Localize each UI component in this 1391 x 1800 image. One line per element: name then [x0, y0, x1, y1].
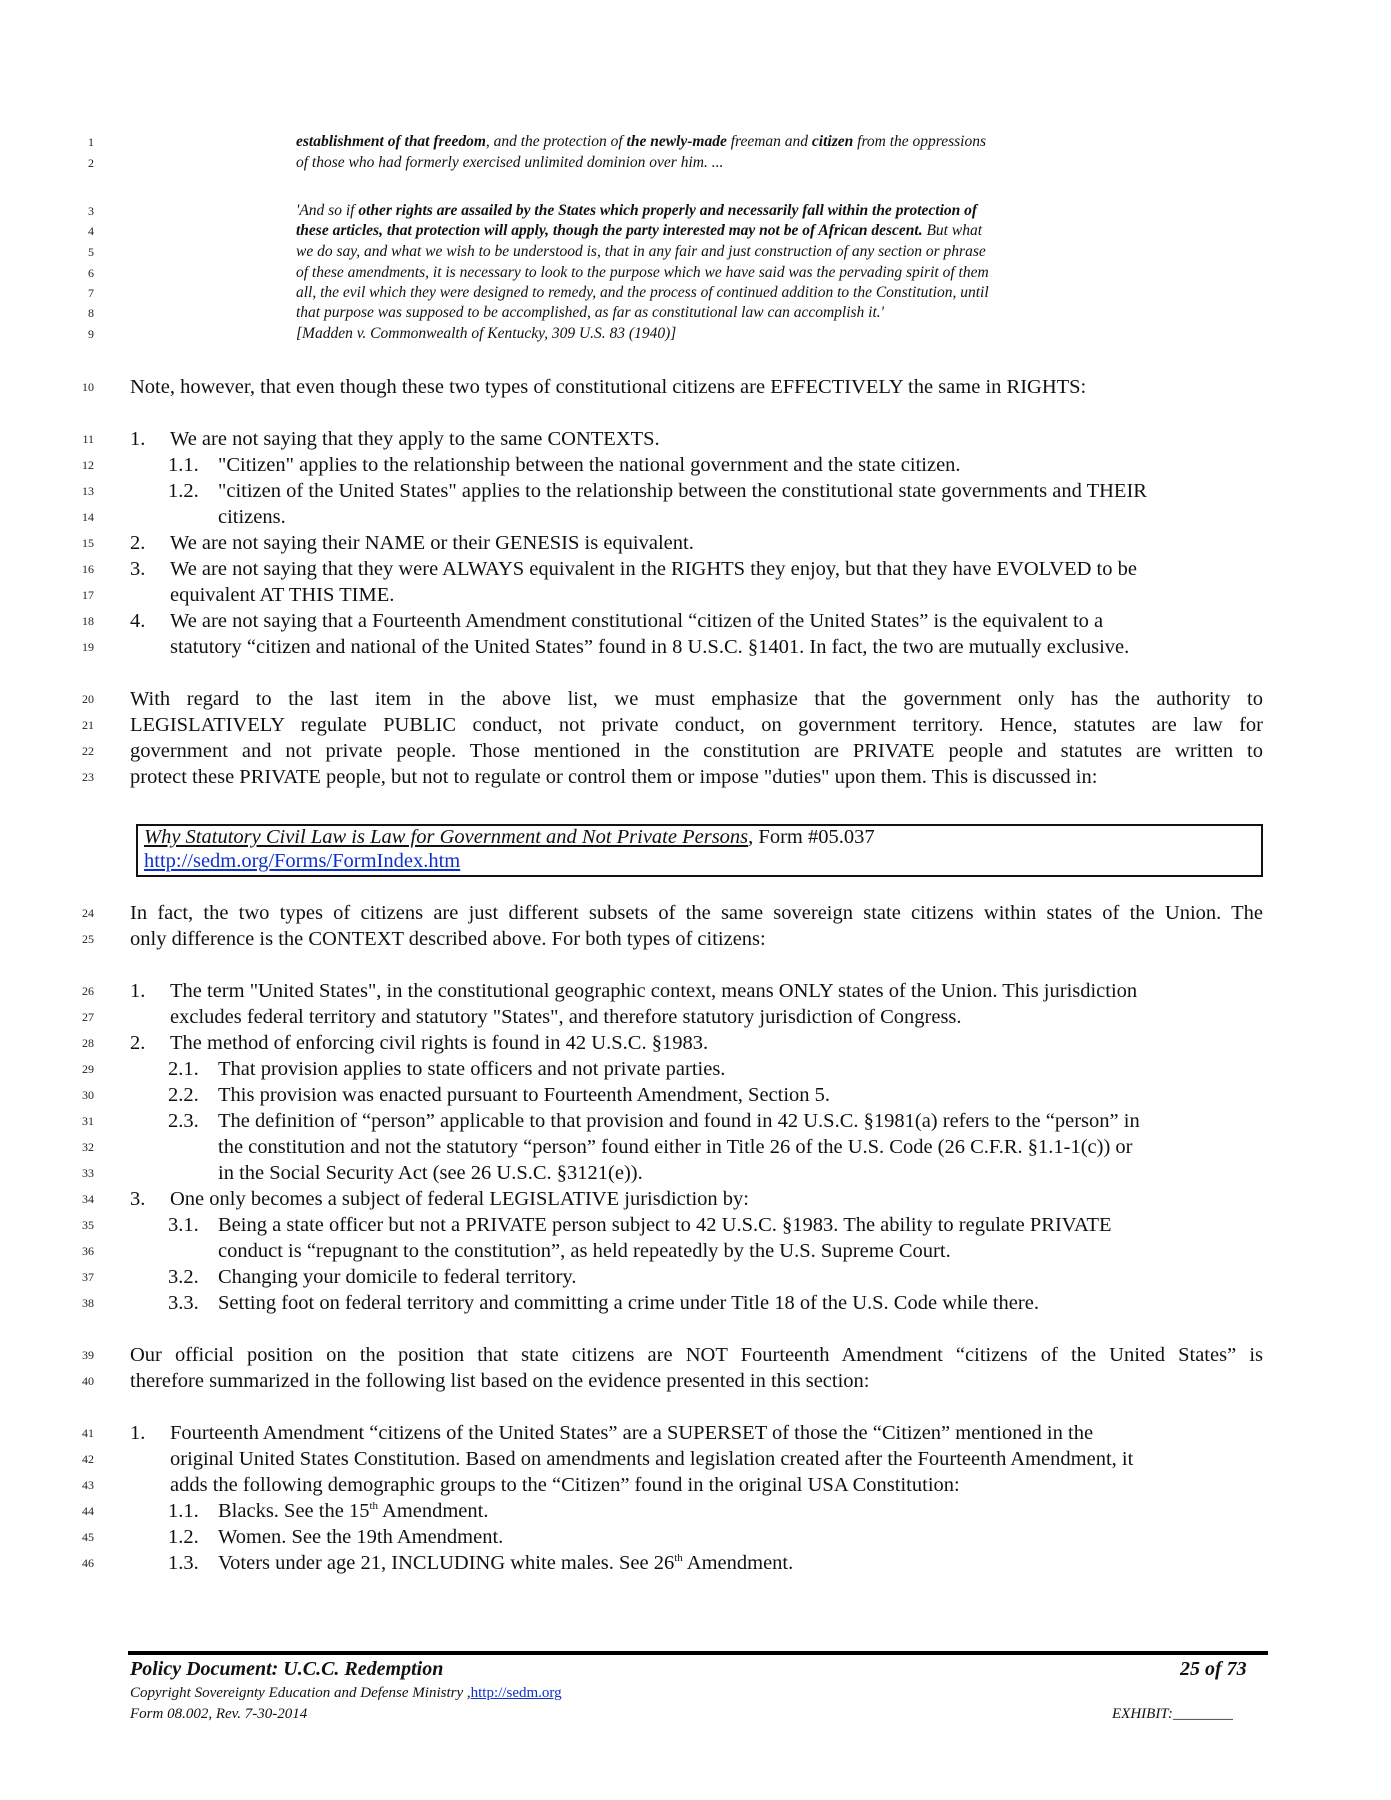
- list-item-text: That provision applies to state officers and not private parties.: [218, 1058, 726, 1080]
- reference-form: , Form #05.037: [748, 826, 875, 848]
- quote-bold: these articles, that protection will apply, though the party interested may not be of African descent.: [296, 222, 923, 239]
- footer-title: Policy Document: U.C.C. Redemption: [130, 1658, 444, 1680]
- line-number: 1: [88, 135, 94, 149]
- line-number: 23: [82, 770, 94, 784]
- list-item-text: We are not saying that a Fourteenth Amendment constitutional “citizen of the United States” is the equivalent to a: [170, 610, 1104, 632]
- superscript: th: [369, 1500, 379, 1513]
- list-number: 3.1.: [168, 1214, 199, 1236]
- list-item-text: "citizen of the United States" applies to the relationship between the constitutional state governments and THEIR: [218, 480, 1147, 502]
- line-number: 39: [82, 1348, 94, 1362]
- quote-bold: other rights are assailed by the States which properly and necessarily fall within the protection of: [358, 202, 978, 219]
- line-number: 14: [82, 510, 94, 524]
- line-number: 6: [88, 266, 94, 280]
- list-item-text: The definition of “person” applicable to that provision and found in 42 U.S.C. §1981(a) refers to the “person” in: [218, 1110, 1140, 1132]
- line-number: 8: [88, 306, 94, 320]
- list-item-text-part: Voters under age 21, INCLUDING white males. See 26: [218, 1552, 675, 1574]
- line-number: 40: [82, 1374, 94, 1388]
- list-item-text: statutory “citizen and national of the United States” found in 8 U.S.C. §1401. In fact, the two are mutually exclusive.: [170, 636, 1130, 658]
- superscript: th: [674, 1552, 683, 1565]
- line-number: 18: [82, 614, 94, 628]
- list-item-text: One only becomes a subject of federal LEGISLATIVE jurisdiction by:: [170, 1188, 749, 1210]
- line-number: 22: [82, 744, 94, 758]
- reference-url-link[interactable]: http://sedm.org/Forms/FormIndex.htm: [144, 850, 461, 872]
- list-item-text: The method of enforcing civil rights is found in 42 U.S.C. §1983.: [170, 1032, 709, 1054]
- list-item-text: original United States Constitution. Based on amendments and legislation created after the Fourteenth Amendment, it: [170, 1448, 1134, 1470]
- quote-text: freeman and: [726, 133, 812, 150]
- line-number: 43: [82, 1478, 94, 1492]
- line-number: 5: [88, 245, 94, 259]
- line-number: 29: [82, 1062, 94, 1076]
- line-number: 16: [82, 562, 94, 576]
- quote-bold: citizen: [811, 133, 854, 150]
- reference-title-line: [144, 826, 875, 849]
- line-number: 33: [82, 1166, 94, 1180]
- footer-copyright-text: Copyright Sovereignty Education and Defense Ministry ,: [130, 1685, 471, 1701]
- quote-line-1: [296, 133, 986, 151]
- list-number: 1.2.: [168, 1526, 199, 1548]
- list-item-text: conduct is “repugnant to the constitution”, as held repeatedly by the U.S. Supreme Court.: [218, 1240, 951, 1262]
- list-item-text: Women. See the 19th Amendment.: [218, 1526, 504, 1548]
- list-item-text: Being a state officer but not a PRIVATE person subject to 42 U.S.C. §1983. The ability to regulate PRIVATE: [218, 1214, 1112, 1236]
- list-number: 1.: [130, 980, 146, 1002]
- paragraph-line: protect these PRIVATE people, but not to regulate or control them or impose "duties" upon them. This is discussed in:: [130, 766, 1098, 788]
- list-item-text: Changing your domicile to federal territory.: [218, 1266, 577, 1288]
- list-item-text: We are not saying that they apply to the same CONTEXTS.: [170, 428, 660, 450]
- line-number: 13: [82, 484, 94, 498]
- line-number: 42: [82, 1452, 94, 1466]
- list-item-text: Fourteenth Amendment “citizens of the United States” are a SUPERSET of those the “Citizen” mentioned in the: [170, 1422, 1094, 1444]
- reference-url-line: [144, 850, 460, 873]
- list-number: 3.2.: [168, 1266, 199, 1288]
- quote-line-4: [296, 222, 982, 240]
- list-number: 2.: [130, 1032, 146, 1054]
- list-number: 1.3.: [168, 1552, 199, 1574]
- paragraph-line: only difference is the CONTEXT described above. For both types of citizens:: [130, 928, 766, 950]
- list-item-text: The term "United States", in the constitutional geographic context, means ONLY states of the Union. This jurisdiction: [170, 980, 1138, 1002]
- line-number: 12: [82, 458, 94, 472]
- quote-text: But what: [922, 222, 983, 239]
- paragraph-line: government and not private people. Those mentioned in the constitution are PRIVATE people and statutes are written to: [130, 740, 1263, 762]
- line-number: 35: [82, 1218, 94, 1232]
- list-number: 4.: [130, 610, 146, 632]
- list-item-text: We are not saying their NAME or their GENESIS is equivalent.: [170, 532, 694, 554]
- footer-url-link[interactable]: http://sedm.org: [470, 1685, 562, 1701]
- quote-line-2: of those who had formerly exercised unlimited dominion over him. ...: [296, 154, 724, 171]
- list-item-text-part: Amendment.: [682, 1552, 794, 1574]
- line-number: 26: [82, 984, 94, 998]
- list-item-text: citizens.: [218, 506, 286, 528]
- line-number: 11: [82, 432, 94, 446]
- paragraph-line: With regard to the last item in the above list, we must emphasize that the government only has the authority to: [130, 688, 1263, 710]
- reference-box: [136, 824, 1263, 877]
- list-number: 1.: [130, 1422, 146, 1444]
- list-item-text: We are not saying that they were ALWAYS equivalent in the RIGHTS they enjoy, but that they have EVOLVED to be: [170, 558, 1137, 580]
- quote-text: from the oppressions: [853, 133, 987, 150]
- line-number: 24: [82, 906, 94, 920]
- line-number: 25: [82, 932, 94, 946]
- list-number: 1.1.: [168, 1500, 199, 1522]
- line-number: 3: [88, 204, 94, 218]
- list-item-text: adds the following demographic groups to the “Citizen” found in the original USA Constitution:: [170, 1474, 960, 1496]
- quote-text: 'And so if: [296, 202, 359, 219]
- line-number: 41: [82, 1426, 94, 1440]
- paragraph-line: In fact, the two types of citizens are just different subsets of the same sovereign state citizens within states of the Union. The: [130, 902, 1263, 924]
- paragraph-line: LEGISLATIVELY regulate PUBLIC conduct, not private conduct, on government territory. Hence, statutes are law for: [130, 714, 1263, 736]
- quote-line-7: all, the evil which they were designed to remedy, and the process of continued addition to the Constitution, until: [296, 284, 989, 301]
- footer-page-number: 25 of 73: [1180, 1658, 1247, 1680]
- list-number: 2.1.: [168, 1058, 199, 1080]
- list-item-text: This provision was enacted pursuant to Fourteenth Amendment, Section 5.: [218, 1084, 831, 1106]
- footer-copyright: [130, 1685, 562, 1702]
- quote-text: , and the protection of: [485, 133, 627, 150]
- line-number: 27: [82, 1010, 94, 1024]
- quote-line-5: we do say, and what we wish to be understood is, that in any fair and just construction of any section or phrase: [296, 243, 986, 260]
- list-number: 1.2.: [168, 480, 199, 502]
- line-number: 36: [82, 1244, 94, 1258]
- list-number: 1.1.: [168, 454, 199, 476]
- list-item-text-part: Amendment.: [378, 1500, 489, 1522]
- line-number: 37: [82, 1270, 94, 1284]
- line-number: 31: [82, 1114, 94, 1128]
- list-number: 2.3.: [168, 1110, 199, 1132]
- quote-bold: establishment of that freedom: [296, 133, 486, 150]
- line-number: 9: [88, 327, 94, 341]
- line-number: 46: [82, 1556, 94, 1570]
- list-number: 3.: [130, 558, 146, 580]
- list-item-text: equivalent AT THIS TIME.: [170, 584, 395, 606]
- quote-line-8: that purpose was supposed to be accomplished, as far as constitutional law can accomplish it.': [296, 304, 884, 321]
- footer-rule: [128, 1651, 1268, 1655]
- line-number: 38: [82, 1296, 94, 1310]
- list-item-text: excludes federal territory and statutory "States", and therefore statutory jurisdiction of Congress.: [170, 1006, 962, 1028]
- list-number: 3.: [130, 1188, 146, 1210]
- list-number: 2.2.: [168, 1084, 199, 1106]
- list-number: 2.: [130, 532, 146, 554]
- list-item-text: the constitution and not the statutory “person” found either in Title 26 of the U.S. Code (26 C.F.R. §1.1-1(c)) or: [218, 1136, 1133, 1158]
- note-line: Note, however, that even though these two types of constitutional citizens are EFFECTIVELY the same in RIGHTS:: [130, 376, 1087, 398]
- line-number: 32: [82, 1140, 94, 1154]
- footer-exhibit: EXHIBIT:________: [1112, 1706, 1233, 1722]
- reference-title[interactable]: Why Statutory Civil Law is Law for Government and Not Private Persons: [144, 826, 749, 848]
- line-number: 19: [82, 640, 94, 654]
- line-number: 4: [88, 224, 94, 238]
- list-number: 1.: [130, 428, 146, 450]
- quote-bold: the newly-made: [626, 133, 727, 150]
- line-number: 7: [88, 286, 94, 300]
- list-item-text: [218, 1552, 793, 1575]
- line-number: 17: [82, 588, 94, 602]
- quote-line-6: of these amendments, it is necessary to look to the purpose which we have said was the pervading spirit of them: [296, 264, 989, 281]
- list-item-text-part: Blacks. See the 15: [218, 1500, 370, 1522]
- list-item-text: "Citizen" applies to the relationship between the national government and the state citizen.: [218, 454, 961, 476]
- line-number: 44: [82, 1504, 94, 1518]
- quote-line-3: [296, 202, 977, 220]
- line-number: 20: [82, 692, 94, 706]
- paragraph-line: Our official position on the position that state citizens are NOT Fourteenth Amendment “citizens of the United States” is: [130, 1344, 1263, 1366]
- paragraph-line: therefore summarized in the following list based on the evidence presented in this section:: [130, 1370, 870, 1392]
- line-number: 30: [82, 1088, 94, 1102]
- line-number: 10: [82, 380, 94, 394]
- footer-form: Form 08.002, Rev. 7-30-2014: [130, 1706, 308, 1722]
- list-item-text: in the Social Security Act (see 26 U.S.C. §3121(e)).: [218, 1162, 643, 1184]
- list-number: 3.3.: [168, 1292, 199, 1314]
- quote-citation: [Madden v. Commonwealth of Kentucky, 309 U.S. 83 (1940)]: [296, 325, 677, 342]
- line-number: 21: [82, 718, 94, 732]
- line-number: 28: [82, 1036, 94, 1050]
- list-item-text: [218, 1500, 488, 1523]
- list-item-text: Setting foot on federal territory and committing a crime under Title 18 of the U.S. Code while there.: [218, 1292, 1039, 1314]
- line-number: 15: [82, 536, 94, 550]
- line-number: 34: [82, 1192, 94, 1206]
- line-number: 2: [88, 156, 94, 170]
- line-number: 45: [82, 1530, 94, 1544]
